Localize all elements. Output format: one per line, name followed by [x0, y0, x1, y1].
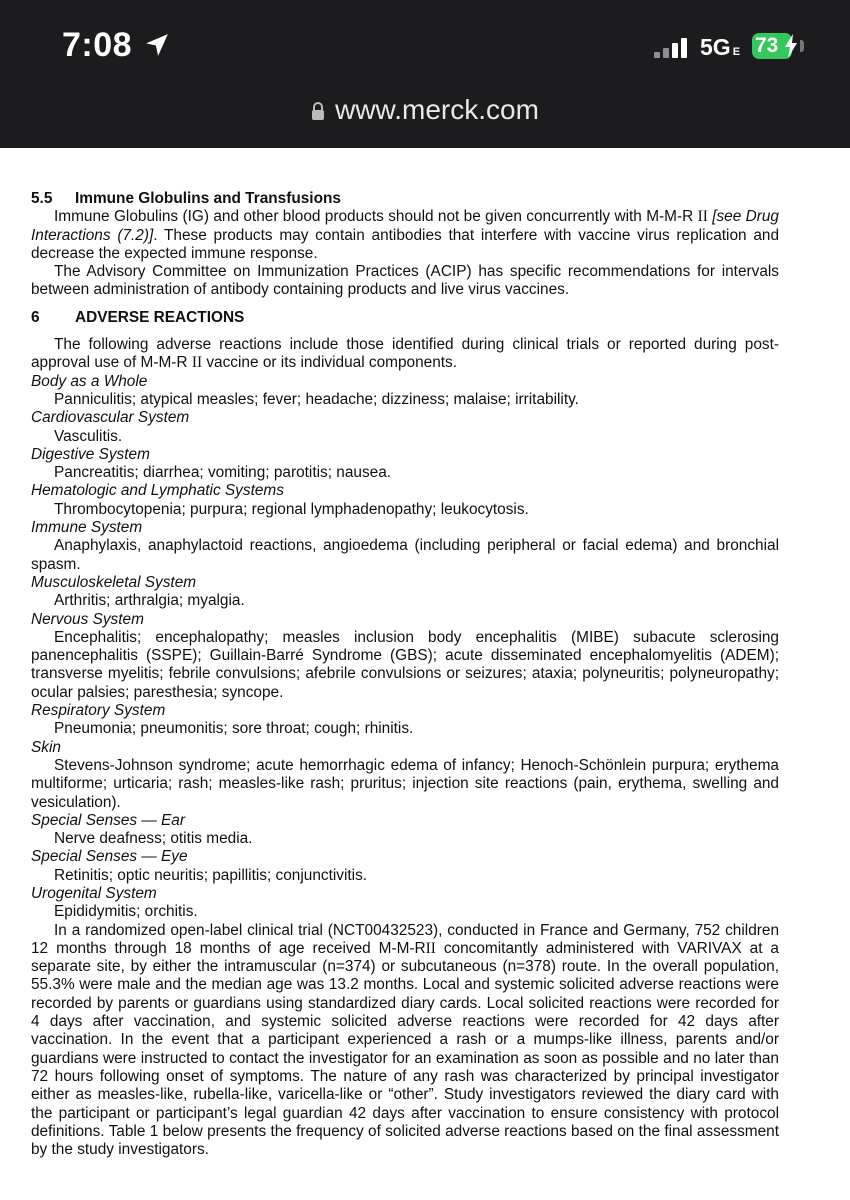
system-heading: Special Senses — Ear — [31, 811, 185, 829]
system-heading: Respiratory System — [31, 702, 166, 720]
section-5-5-paragraph-1: Immune Globulins (IG) and other blood products should not be given concurrently with M-M-R II [see Drug Interactions (7.2)]. These products may contain antibodies that interfere with vaccine virus replication and decrease the expected immune response. — [31, 208, 780, 262]
system-heading: Body as a Whole — [31, 372, 148, 390]
status-and-address-bar — [0, 0, 850, 148]
system-heading: Digestive System — [31, 445, 150, 463]
system-reactions: Anaphylaxis, anaphylactoid reactions, angioedema (including peripheral or facial edema) and bronchial spasm. — [31, 537, 779, 573]
section-6-intro: The following adverse reactions include those identified during clinical trials or reported during post-approval use of M-M-R II vaccine or its individual components. — [31, 336, 779, 372]
system-heading: Musculoskeletal System — [31, 573, 197, 591]
battery-cap — [800, 40, 804, 52]
system-reactions: Vasculitis. — [54, 427, 123, 445]
section-6-heading: 6 ADVERSE REACTIONS — [31, 308, 245, 326]
network-type: 5G E — [700, 34, 741, 60]
system-reactions: Stevens-Johnson syndrome; acute hemorrhagic edema of infancy; Henoch-Schönlein purpura; erythema multiforme; urticaria; rash; measles-like rash; pruritus; injection site reactions (pain, erythema, swelling and vesiculation). — [31, 756, 779, 811]
system-reactions: Panniculitis; atypical measles; fever; headache; dizziness; malaise; irritability. — [54, 390, 579, 408]
section-5-5-heading: 5.5 Immune Globulins and Transfusions — [31, 190, 341, 207]
system-heading: Hematologic and Lymphatic Systems — [31, 482, 284, 500]
section-5-5-paragraph-2: The Advisory Committee on Immunization Practices (ACIP) has specific recommendations for intervals between administration of antibody containing products and live virus vaccines. — [31, 263, 779, 299]
system-reactions: Pancreatitis; diarrhea; vomiting; parotitis; nausea. — [54, 464, 392, 482]
location-arrow-icon — [144, 32, 170, 58]
system-heading: Immune System — [31, 519, 143, 537]
system-heading: Nervous System — [31, 610, 144, 628]
system-reactions: Pneumonia; pneumonitis; sore throat; cough; rhinitis. — [54, 720, 414, 738]
system-reactions: Nerve deafness; otitis media. — [54, 830, 253, 848]
system-reactions: Epididymitis; orchitis. — [54, 903, 198, 921]
cellular-signal-icon — [654, 38, 694, 58]
system-reactions: Thrombocytopenia; purpura; regional lymphadenopathy; leukocytosis. — [54, 500, 529, 518]
charging-bolt-icon — [784, 34, 798, 58]
status-time: 7:08 — [62, 26, 133, 64]
lock-icon — [311, 102, 325, 120]
document-body — [31, 190, 779, 1159]
system-reactions: Arthritis; arthralgia; myalgia. — [54, 592, 245, 610]
system-reactions: Encephalitis; encephalopathy; measles inclusion body encephalitis (MIBE) subacute sclerosing panencephalitis (SSPE); Guillain-Barré Syndrome (GBS); acute disseminated encephalomyelitis (ADEM); transverse myelitis; febrile convulsions; afebrile convulsions or seizures; ataxia; polyneuritis; polyneuropathy; ocular palsies; paresthesia; syncope. — [31, 628, 779, 701]
system-heading: Special Senses — Eye — [31, 848, 188, 866]
system-heading: Skin — [31, 738, 61, 756]
address-bar[interactable] — [0, 94, 850, 126]
system-reactions: Retinitis; optic neuritis; papillitis; conjunctivitis. — [54, 866, 368, 884]
clinical-trial-paragraph: In a randomized open-label clinical trial (NCT00432523), conducted in France and Germany, 752 children 12 months through 18 months of age received M-M-RII concomitantly administered with VARIVAX at a separate site, by either the intramuscular (n=374) or subcutaneous (n=378) route. In the overall population, 55.3% were male and the median age was 13.2 months. Local and systemic solicited adverse reactions were recorded by parents or guardians using standardized diary cards. Local solicited reactions were recorded for 4 days after vaccination, and systemic solicited adverse reactions were recorded for 42 days after vaccination. In the event that a participant experienced a rash or a mumps-like illness, parents and/or guardians were instructed to contact the investigator for an examination as soon as possible and no later than 72 hours following onset of symptoms. The nature of any rash was characterized by principal investigator either as measles-like, rubella-like, varicella-like or “other”. Study investigators reviewed the diary card with the participant or participant’s legal guardian 42 days after vaccination to ensure consistency with protocol definitions. Table 1 below presents the frequency of solicited adverse reactions based on the final assessment by the study investigators. — [31, 921, 779, 1159]
battery-level: 73 — [752, 33, 792, 59]
system-heading: Cardiovascular System — [31, 409, 190, 427]
url-text: www.merck.com — [335, 94, 539, 125]
system-heading: Urogenital System — [31, 884, 157, 902]
